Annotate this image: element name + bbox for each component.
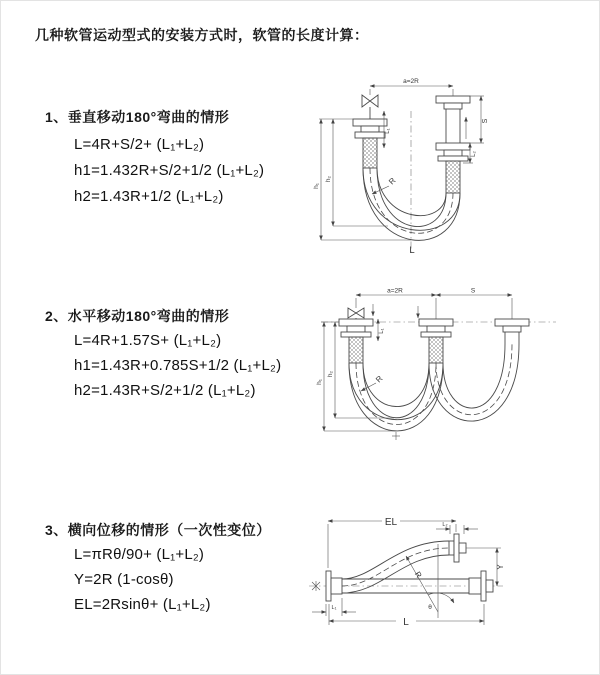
middle-flange <box>419 319 453 363</box>
valve-icon <box>348 298 364 319</box>
centerline-cross <box>392 432 400 440</box>
left-flange <box>326 571 342 601</box>
diagram-horizontal-180-bend <box>316 286 596 456</box>
s-curve-hose <box>342 541 449 593</box>
braided-hose-section <box>446 161 460 193</box>
section-3-formula-L: L=πRθ/90+ (L₁+L₂) <box>74 546 205 563</box>
dim-label-l1: L₁ <box>385 128 391 134</box>
dim-label-radius: R <box>412 569 424 580</box>
dim-label-l1: L₁ <box>379 328 385 334</box>
section-3-formula-Y: Y=2R (1-cosθ) <box>74 571 174 588</box>
dim-label-span: a=2R <box>387 287 403 295</box>
left-flange <box>339 319 373 363</box>
left-flange <box>353 119 387 168</box>
braided-hose-section <box>363 138 377 168</box>
right-flange-lower <box>436 143 470 193</box>
section-1-formula-h1: h1=1.432R+S/2+1/2 (L₁+L₂) <box>74 162 265 179</box>
dim-label-span: a=2R <box>403 78 419 85</box>
dim-label-h2: h₂ <box>327 370 334 378</box>
radius-line <box>406 556 438 612</box>
dim-label-l2: L₂ <box>471 151 477 157</box>
section-3-formula-EL: EL=2Rsinθ+ (L₁+L₂) <box>74 596 211 613</box>
u-bend-hoses <box>363 168 460 240</box>
section-2-formula-h2: h2=1.43R+S/2+1/2 (L₁+L₂) <box>74 382 256 399</box>
dim-label-h1: h₁ <box>313 183 320 189</box>
section-3-heading: 3、横向位移的情形（一次性变位） <box>45 522 271 538</box>
braided-hose-section <box>349 337 363 363</box>
right-flange-shifted <box>495 319 529 344</box>
dim-label-l1: L₁ <box>331 605 337 611</box>
dim-label-y: Y <box>496 564 505 570</box>
dim-label-l2: L₂ <box>442 522 448 528</box>
diagram-vertical-180-bend <box>313 71 585 257</box>
section-1-heading: 1、垂直移动180°弯曲的情形 <box>45 109 230 125</box>
section-1-formula-L: L=4R+S/2+ (L₁+L₂) <box>74 136 205 153</box>
dim-label-el: EL <box>384 517 398 528</box>
valve-icon <box>362 89 378 119</box>
dim-label-h2: h₂ <box>325 175 332 183</box>
dim-label-length: L <box>403 617 409 628</box>
elevated-flange <box>449 534 466 562</box>
dim-label-shift: S <box>470 287 476 295</box>
dim-label-radius: R <box>387 176 398 187</box>
section-2-heading: 2、水平移动180°弯曲的情形 <box>45 308 230 324</box>
radius-leader <box>361 383 376 391</box>
u-bend-original <box>349 363 443 431</box>
diagram-lateral-displacement <box>304 508 508 654</box>
page-title: 几种软管运动型式的安装方式时，软管的长度计算： <box>35 27 369 43</box>
dim-label-h1: h₁ <box>316 379 323 385</box>
section-1-formula-h2: h2=1.43R+1/2 (L₁+L₂) <box>74 188 224 205</box>
right-flange-upper <box>436 96 470 143</box>
dim-label-theta: θ <box>428 604 432 611</box>
right-lower-flange <box>469 571 493 601</box>
dim-label-radius: R <box>374 374 385 385</box>
dim-label-stroke: S <box>482 118 489 124</box>
section-2-formula-h1: h1=1.43R+0.785S+1/2 (L₁+L₂) <box>74 357 282 374</box>
dim-label-length: L <box>409 245 415 256</box>
section-2-formula-L: L=4R+1.57S+ (L₁+L₂) <box>74 332 222 349</box>
braided-hose-section <box>429 337 443 363</box>
